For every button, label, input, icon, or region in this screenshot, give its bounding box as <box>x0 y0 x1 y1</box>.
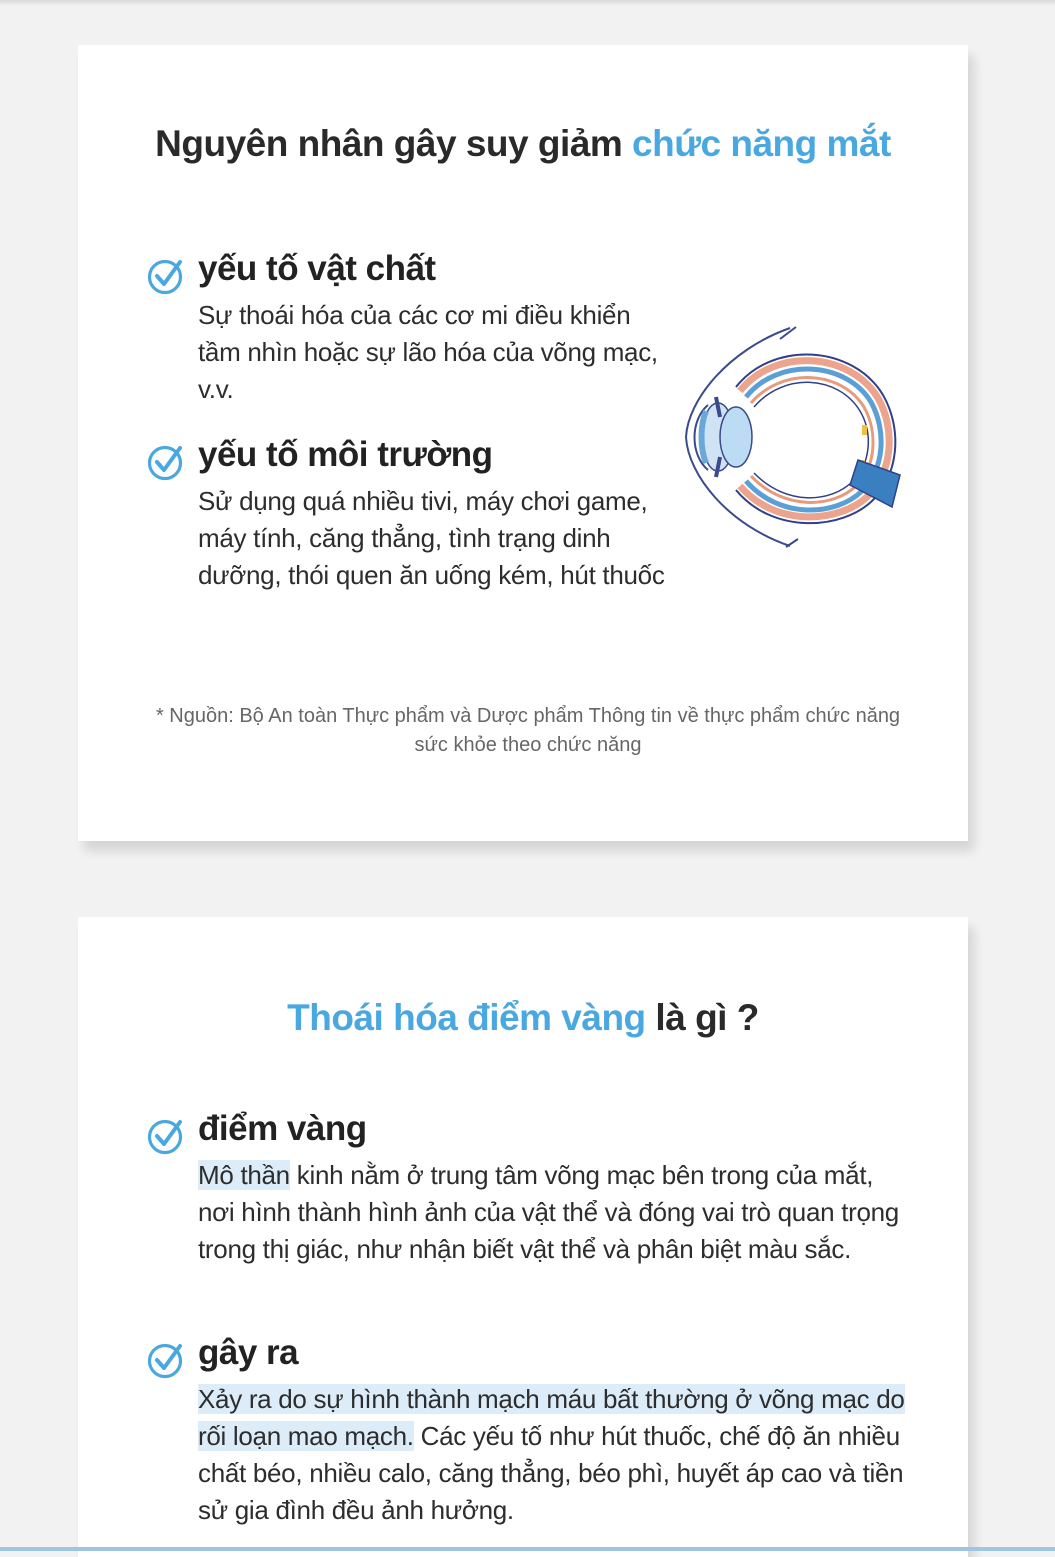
card-title <box>78 123 968 165</box>
item-text <box>198 1157 910 1268</box>
top-shadow-bar <box>0 0 1055 6</box>
check-circle-icon <box>146 442 186 482</box>
eye-anatomy-icon <box>678 325 910 549</box>
body-text: kinh nằm ở trung tâm võng mạc bên trong của mắt, nơi hình thành hình ảnh của vật thể và đóng vai trò quan trọng trong thị giác, như nhận biết vật thể và phân biệt màu sắc. <box>198 1160 899 1264</box>
check-circle-icon <box>146 256 186 296</box>
item-text: Sự thoái hóa của các cơ mi điều khiển tầm nhìn hoặc sự lão hóa của võng mạc, v.v. <box>198 300 658 404</box>
item-title: điểm vàng <box>198 1109 367 1148</box>
item-text: Sử dụng quá nhiều tivi, máy chơi game, máy tính, căng thẳng, tình trạng dinh dưỡng, thói quen ăn uống kém, hút thuốc <box>198 486 665 590</box>
check-circle-icon <box>146 1340 186 1380</box>
check-circle-icon <box>146 1116 186 1156</box>
title-accent: chức năng mắt <box>632 123 891 164</box>
highlight-text: Mô thần <box>198 1160 290 1190</box>
title-accent: Thoái hóa điểm vàng <box>287 997 646 1038</box>
item-title: yếu tố môi trường <box>198 435 493 474</box>
card-title <box>78 997 968 1039</box>
macular-degeneration-card <box>78 917 968 1557</box>
source-note: * Nguồn: Bộ An toàn Thực phẩm và Dược phẩm Thông tin về thực phẩm chức năng sức khỏe theo chức năng <box>155 705 901 756</box>
eye-function-causes-card <box>78 45 968 841</box>
bottom-divider <box>0 1547 1055 1551</box>
title-main: Nguyên nhân gây suy giảm <box>155 123 633 164</box>
item-text <box>198 1381 910 1529</box>
item-title: yếu tố vật chất <box>198 249 436 288</box>
item-title: gây ra <box>198 1333 299 1372</box>
highlight-text: Xảy ra do sự hình thành mạch máu bất thường ở võng mạc do rối loạn mao mạch. <box>198 1384 905 1451</box>
title-main: là gì ? <box>645 997 759 1038</box>
body-text: Các yếu tố như hút thuốc, chế độ ăn nhiều chất béo, nhiều calo, căng thẳng, béo phì, huyết áp cao và tiền sử gia đình đều ảnh hưởng. <box>198 1421 904 1525</box>
